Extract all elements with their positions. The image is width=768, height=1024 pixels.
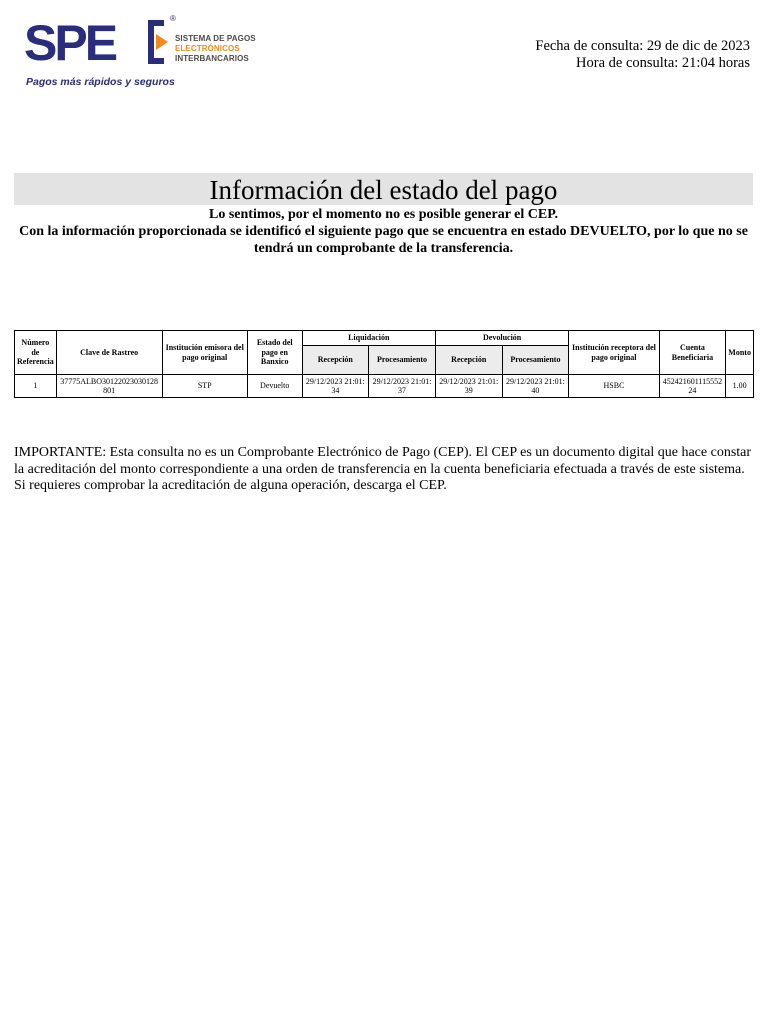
cell-dev-recepcion: 29/12/2023 21:01:39 — [435, 375, 502, 398]
header-numero: Número de Referencia — [15, 331, 57, 375]
cell-numero: 1 — [15, 375, 57, 398]
header-dev-procesamiento: Procesamiento — [502, 346, 569, 375]
consult-info — [535, 38, 750, 72]
logo-arrow-icon — [148, 20, 170, 64]
logo-registered: ® — [170, 14, 176, 23]
consult-time: Hora de consulta: 21:04 horas — [576, 55, 750, 71]
spei-logo — [20, 14, 260, 92]
cell-liq-recepcion: 29/12/2023 21:01:34 — [302, 375, 369, 398]
header-monto: Monto — [726, 331, 754, 375]
page-title: Información del estado del pago — [14, 173, 753, 205]
header-dev-recepcion: Recepción — [435, 346, 502, 375]
logo-mark — [24, 16, 115, 70]
cell-monto: 1.00 — [726, 375, 754, 398]
important-notice: IMPORTANTE: Esta consulta no es un Comprobante Electrónico de Pago (CEP). El CEP es un documento digital que hace constar la acreditación del monto correspondiente a una orden de transferencia en la cuenta beneficiaria efectuada a través de este sistema. Si requieres comprobar la acreditación de alguna operación, descarga el CEP. — [14, 445, 752, 493]
logo-line-1: SISTEMA DE PAGOS — [175, 34, 256, 43]
header-clave: Clave de Rastreo — [56, 331, 162, 375]
logo-text — [175, 34, 256, 64]
header-liq-procesamiento: Procesamiento — [369, 346, 436, 375]
header-devolucion: Devolución — [435, 331, 568, 346]
cell-clave: 37775ALBO30122023030128801 — [56, 375, 162, 398]
header-cuenta: Cuenta Beneficiaria — [659, 331, 726, 375]
cell-cuenta: 45242160111555224 — [659, 375, 726, 398]
header-emisora: Institución emisora del pago original — [162, 331, 247, 375]
logo-letters: SPE — [24, 15, 116, 71]
cell-dev-procesamiento: 29/12/2023 21:01:40 — [502, 375, 569, 398]
cell-emisora: STP — [162, 375, 247, 398]
table-row — [15, 375, 754, 398]
status-message-line-2: Con la información proporcionada se identificó el siguiente pago que se encuentra en estado DEVUELTO, por lo que no se tendrá un comprobante de la transferencia. — [19, 224, 748, 256]
header-receptora: Institución receptora del pago original — [569, 331, 659, 375]
logo-line-2: ELECTRÓNICOS — [175, 44, 240, 53]
logo-line-3: INTERBANCARIOS — [175, 54, 249, 63]
payment-table — [14, 330, 754, 398]
status-message — [14, 206, 753, 257]
cell-liq-procesamiento: 29/12/2023 21:01:37 — [369, 375, 436, 398]
consult-date: Fecha de consulta: 29 de dic de 2023 — [535, 38, 750, 54]
header-liquidacion: Liquidación — [302, 331, 435, 346]
cell-estado: Devuelto — [247, 375, 302, 398]
header-estado: Estado del pago en Banxico — [247, 331, 302, 375]
status-message-line-1: Lo sentimos, por el momento no es posible generar el CEP. — [209, 207, 558, 222]
logo-tagline: Pagos más rápidos y seguros — [26, 76, 175, 88]
cell-receptora: HSBC — [569, 375, 659, 398]
header-liq-recepcion: Recepción — [302, 346, 369, 375]
